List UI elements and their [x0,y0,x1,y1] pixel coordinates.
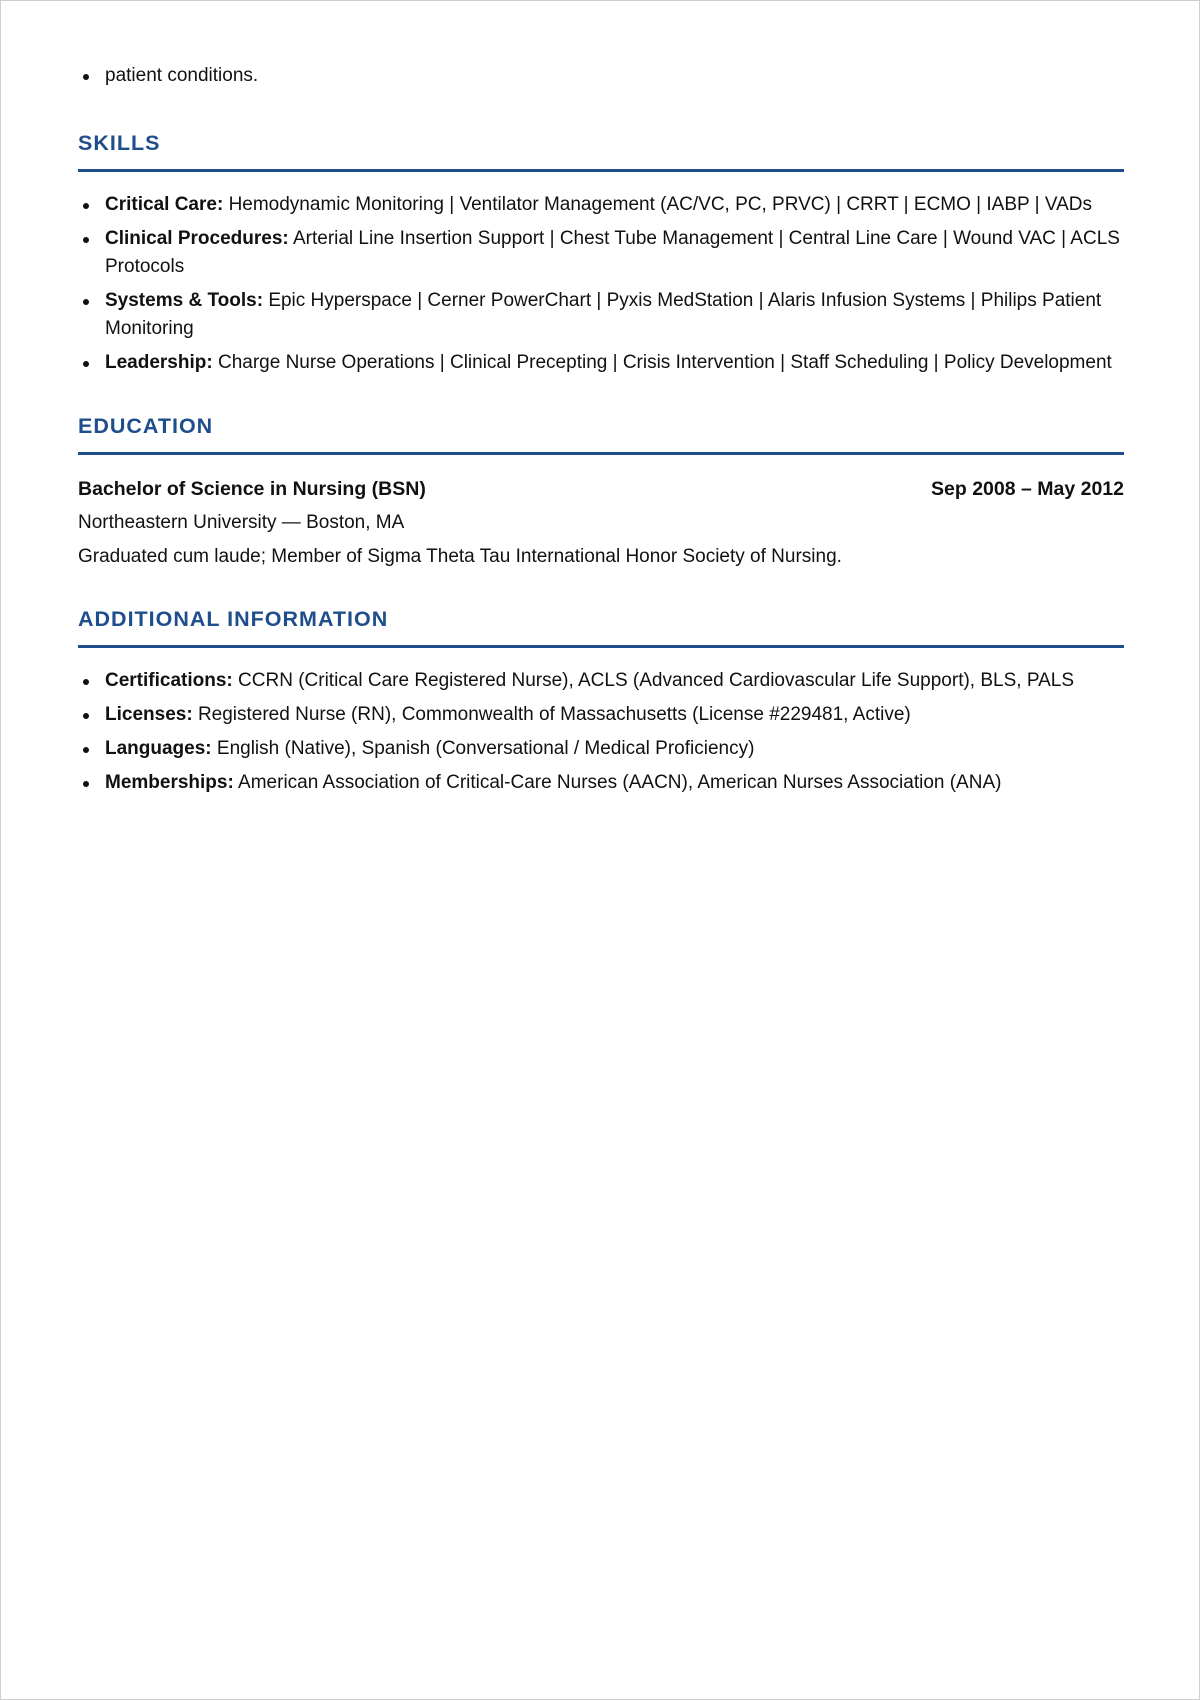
degree-title: Bachelor of Science in Nursing (BSN) [78,478,426,500]
skills-heading: SKILLS [78,129,1124,172]
additional-info-item [78,735,1124,763]
skill-term: Clinical Procedures: [105,228,289,249]
additional-info-term: Memberships: [105,772,234,793]
intro-bullet-list [78,62,1124,90]
skills-list [78,191,1124,377]
additional-info-term: Languages: [105,738,212,759]
education-section [78,412,1124,571]
education-header-row [78,475,1124,503]
skill-term: Leadership: [105,352,213,373]
skill-text: Charge Nurse Operations | Clinical Precepting | Crisis Intervention | Staff Scheduling | Policy Development [217,352,1112,373]
education-heading: EDUCATION [78,412,1124,455]
additional-info-list [78,667,1124,797]
skill-text: Arterial Line Insertion Support | Chest Tube Management | Central Line Care | Wound VAC | ACLS Protocols [105,228,1120,277]
skill-item [78,349,1124,377]
additional-info-text: Registered Nurse (RN), Commonwealth of Massachusetts (License #229481, Active) [197,704,911,725]
skills-section [78,129,1124,383]
intro-bullet-item [78,62,1124,90]
additional-info-item [78,667,1124,695]
additional-info-item [78,769,1124,797]
skill-item [78,225,1124,281]
additional-info-item [78,701,1124,729]
additional-info-heading: ADDITIONAL INFORMATION [78,605,1124,648]
skill-term: Systems & Tools: [105,290,264,311]
skill-item [78,287,1124,343]
additional-info-text: English (Native), Spanish (Conversational / Medical Proficiency) [216,738,755,759]
additional-info-term: Licenses: [105,704,193,725]
additional-info-text: CCRN (Critical Care Registered Nurse), ACLS (Advanced Cardiovascular Life Support), BLS, PALS [238,670,1075,691]
additional-info-term: Certifications: [105,670,233,691]
skill-text: Epic Hyperspace | Cerner PowerChart | Pyxis MedStation | Alaris Infusion Systems | Philips Patient Monitoring [105,290,1102,339]
education-dates: Sep 2008 – May 2012 [931,478,1124,500]
additional-info-text: American Association of Critical-Care Nurses (AACN), American Nurses Association (ANA) [238,772,1002,793]
intro-continuation [78,62,1124,96]
additional-info-section [78,605,1124,803]
intro-bullet-text: patient conditions. [105,65,259,86]
education-details: Graduated cum laude; Member of Sigma Theta Tau International Honor Society of Nursing. [78,546,842,567]
skill-item [78,191,1124,219]
school-location: Northeastern University — Boston, MA [78,512,405,533]
skill-term: Critical Care: [105,194,224,215]
skill-text: Hemodynamic Monitoring | Ventilator Management (AC/VC, PC, PRVC) | CRRT | ECMO | IABP | VADs [228,194,1092,215]
